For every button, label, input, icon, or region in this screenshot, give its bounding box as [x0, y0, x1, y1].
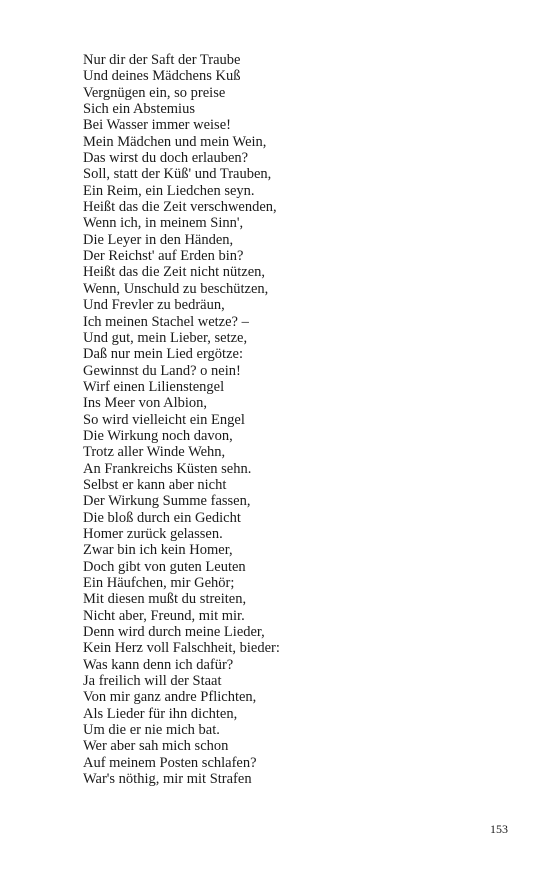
- poem-line: Der Reichst' auf Erden bin?: [83, 248, 244, 265]
- poem-line: Ja freilich will der Staat: [83, 673, 222, 690]
- poem-line: Als Lieder für ihn dichten,: [83, 705, 238, 722]
- poem-line: Heißt das die Zeit nicht nützen,: [83, 264, 266, 281]
- poem-line: Vergnügen ein, so preise: [83, 84, 226, 101]
- poem-line: Nur dir der Saft der Traube: [83, 52, 241, 68]
- poem-line: Der Wirkung Summe fassen,: [83, 493, 251, 510]
- poem-line: Wenn ich, in meinem Sinn',: [83, 215, 244, 232]
- poem-line: Homer zurück gelassen.: [83, 525, 223, 542]
- poem-line: Heißt das die Zeit verschwenden,: [83, 199, 277, 216]
- poem-line: Nicht aber, Freund, mit mir.: [83, 607, 245, 624]
- poem-line: Zwar bin ich kein Homer,: [83, 542, 233, 559]
- poem-line: Ich meinen Stachel wetze? –: [83, 313, 249, 330]
- poem-line: Kein Herz voll Falschheit, bieder:: [83, 640, 280, 657]
- poem-line: Die Wirkung noch davon,: [83, 427, 233, 444]
- poem-line: Und Frevler zu bedräun,: [83, 297, 225, 314]
- poem-line: An Frankreichs Küsten sehn.: [83, 460, 252, 477]
- poem-line: Denn wird durch meine Lieder,: [83, 624, 265, 641]
- poem-line: Und gut, mein Lieber, setze,: [83, 329, 248, 346]
- poem-line: Mein Mädchen und mein Wein,: [83, 133, 267, 150]
- poem-line: Wirf einen Lilienstengel: [83, 378, 225, 395]
- poem-line: Was kann denn ich dafür?: [83, 656, 234, 673]
- poem-line: Trotz aller Winde Wehn,: [83, 444, 226, 461]
- poem-line: Ein Reim, ein Liedchen seyn.: [83, 182, 255, 199]
- poem-line: Von mir ganz andre Pflichten,: [83, 689, 257, 706]
- poem-line: Bei Wasser immer weise!: [83, 117, 231, 134]
- poem-line: Die Leyer in den Händen,: [83, 231, 234, 248]
- poem-line: Sich ein Abstemius: [83, 101, 195, 118]
- poem-line: Auf meinem Posten schlafen?: [83, 754, 257, 771]
- poem-line: Und deines Mädchens Kuß: [83, 68, 241, 85]
- poem-line: Ins Meer von Albion,: [83, 395, 208, 412]
- poem-line: Wenn, Unschuld zu beschützen,: [83, 280, 269, 297]
- poem-line: Wer aber sah mich schon: [83, 738, 229, 755]
- poem-line: Das wirst du doch erlauben?: [83, 150, 249, 167]
- poem-line: Mit diesen mußt du streiten,: [83, 591, 247, 608]
- poem-line: So wird vielleicht ein Engel: [83, 411, 245, 428]
- poem-line: Selbst er kann aber nicht: [83, 476, 227, 493]
- poem-line: Soll, statt der Küß' und Trauben,: [83, 166, 272, 183]
- poem-line: Die bloß durch ein Gedicht: [83, 509, 241, 526]
- poem-text: [83, 52, 280, 787]
- poem-line: War's nöthig, mir mit Strafen: [83, 771, 252, 788]
- page-number: 153: [490, 822, 508, 836]
- poem-line: Ein Häufchen, mir Gehör;: [83, 575, 235, 591]
- poem-line: Gewinnst du Land? o nein!: [83, 362, 241, 379]
- poem-line: Doch gibt von guten Leuten: [83, 558, 246, 575]
- poem-line: Um die er nie mich bat.: [83, 722, 220, 739]
- poem-line: Daß nur mein Lied ergötze:: [83, 346, 243, 363]
